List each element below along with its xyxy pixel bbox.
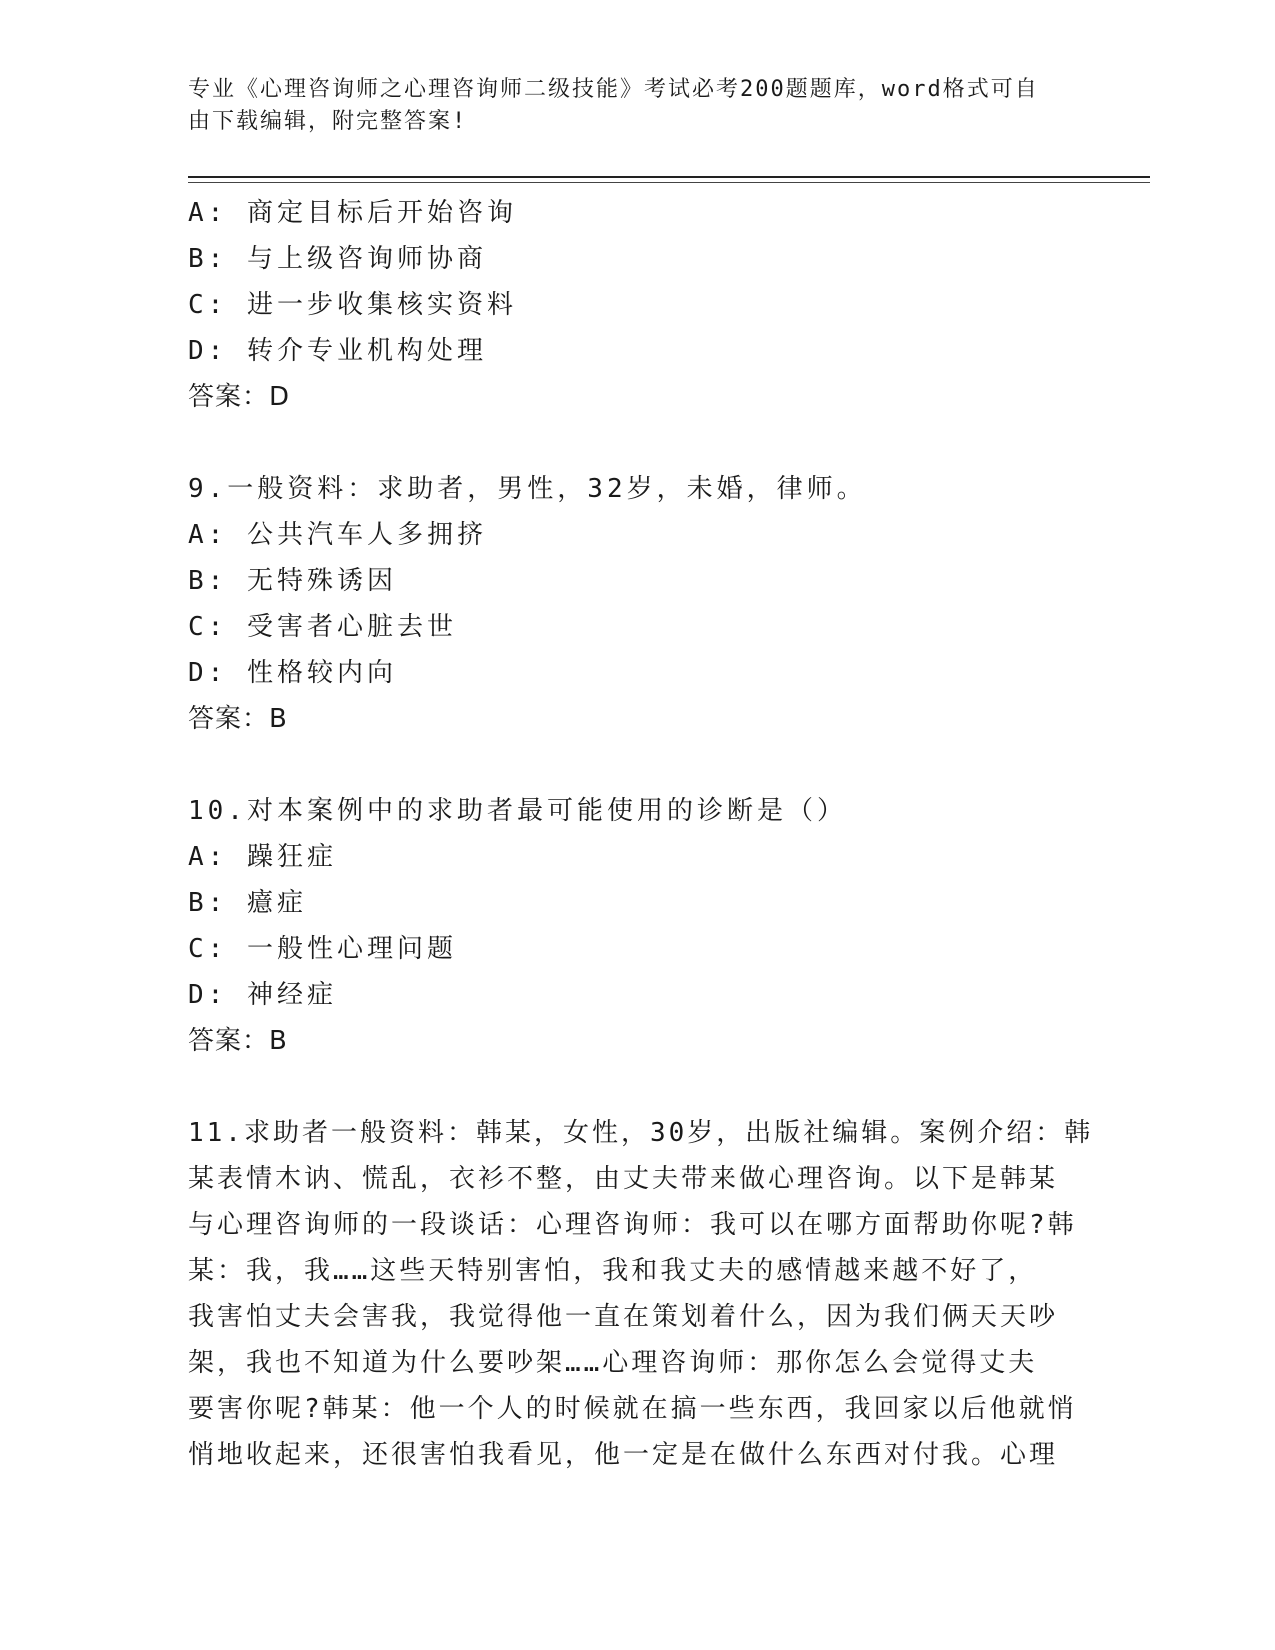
option-b: B: 与上级咨询师协商 — [188, 244, 487, 274]
spacer — [188, 1064, 1088, 1110]
option-b: B: 癔症 — [188, 888, 307, 918]
paragraph-line: 我害怕丈夫会害我，我觉得他一直在策划着什么，因为我们俩天天吵 — [188, 1302, 1059, 1332]
answer-line: 答案：D — [188, 382, 291, 412]
option-c: C: 进一步收集核实资料 — [188, 290, 517, 320]
option-d: D: 转介专业机构处理 — [188, 336, 487, 366]
paragraph-line: 某：我，我……这些天特别害怕，我和我丈夫的感情越来越不好了， — [188, 1256, 1038, 1286]
question-stem: 9.一般资料：求助者，男性，32岁，未婚，律师。 — [188, 474, 867, 504]
spacer — [188, 742, 1088, 788]
option-d: D: 性格较内向 — [188, 658, 397, 688]
header-divider-thick — [188, 176, 1150, 178]
answer-line: 答案：B — [188, 1026, 288, 1056]
option-c: C: 一般性心理问题 — [188, 934, 457, 964]
option-b: B: 无特殊诱因 — [188, 566, 397, 596]
answer-line: 答案：B — [188, 704, 288, 734]
paragraph-line: 悄地收起来，还很害怕我看见，他一定是在做什么东西对付我。心理 — [188, 1440, 1059, 1470]
option-c: C: 受害者心脏去世 — [188, 612, 457, 642]
paragraph-line: 要害你呢?韩某：他一个人的时候就在搞一些东西，我回家以后他就悄 — [188, 1394, 1077, 1424]
paragraph-line: 与心理咨询师的一段谈话：心理咨询师：我可以在哪方面帮助你呢?韩 — [188, 1210, 1077, 1240]
option-a: A: 公共汽车人多拥挤 — [188, 520, 487, 550]
paragraph-line: 架，我也不知道为什么要吵架……心理咨询师：那你怎么会觉得丈夫 — [188, 1348, 1038, 1378]
header-line-1: 专业《心理咨询师之心理咨询师二级技能》考试必考200题题库，word格式可自 — [188, 77, 1039, 102]
header-line-2: 由下载编辑，附完整答案! — [188, 109, 468, 134]
question-stem: 10.对本案例中的求助者最可能使用的诊断是（） — [188, 796, 847, 826]
header-divider-thin — [188, 182, 1150, 183]
document-content — [188, 190, 1094, 1478]
document-header — [188, 74, 1068, 138]
question-8 — [188, 190, 1088, 420]
question-11 — [188, 1110, 1094, 1478]
spacer — [188, 420, 1088, 466]
option-d: D: 神经症 — [188, 980, 337, 1010]
question-9 — [188, 466, 1088, 742]
paragraph-line: 11.求助者一般资料：韩某，女性，30岁，出版社编辑。案例介绍：韩 — [188, 1118, 1094, 1148]
question-10 — [188, 788, 1088, 1064]
option-a: A: 躁狂症 — [188, 842, 337, 872]
paragraph-line: 某表情木讷、慌乱，衣衫不整，由丈夫带来做心理咨询。以下是韩某 — [188, 1164, 1059, 1194]
option-a: A: 商定目标后开始咨询 — [188, 198, 517, 228]
